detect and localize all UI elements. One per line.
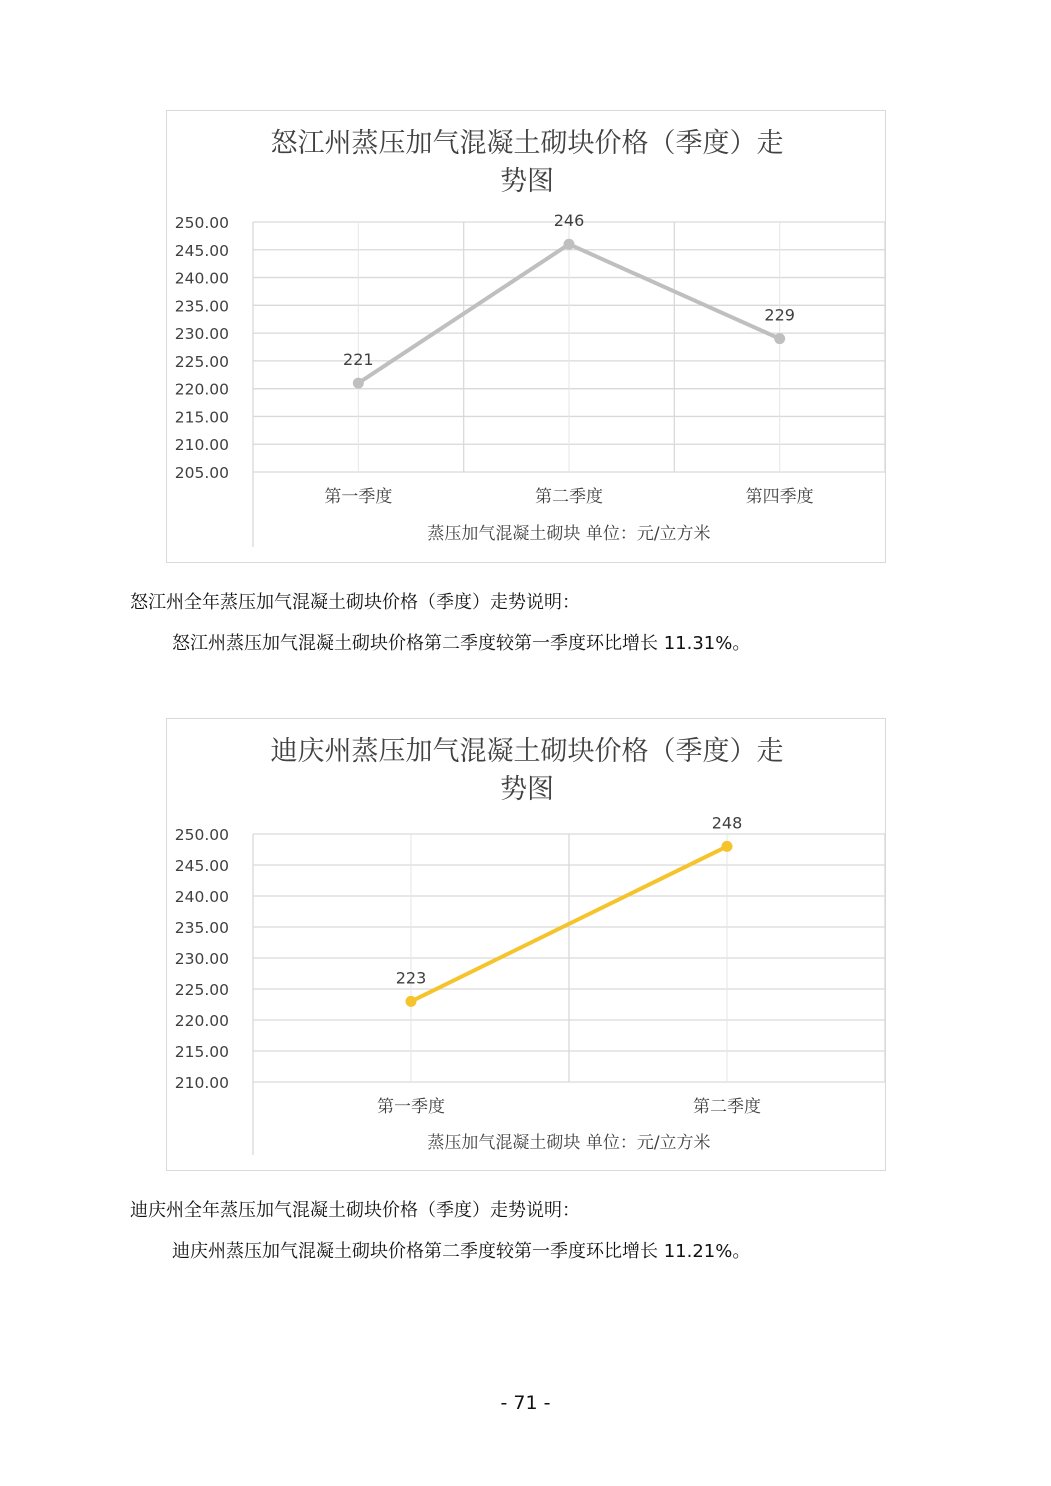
y-tick-label: 205.00 [174, 464, 229, 482]
y-tick-label: 240.00 [174, 888, 229, 906]
y-tick-label: 210.00 [174, 1074, 229, 1092]
x-axis-label: 蒸压加气混凝土砌块 单位：元/立方米 [427, 1133, 711, 1153]
y-tick-label: 230.00 [174, 325, 229, 344]
data-label: 248 [711, 813, 743, 833]
chart-title-line2: 势图 [500, 166, 554, 197]
note-title-nujiang: 怒江州全年蒸压加气混凝土砌块价格（季度）走势说明： [130, 592, 580, 613]
y-tick-label: 225.00 [174, 981, 229, 999]
note-text-nujiang: 怒江州蒸压加气混凝土砌块价格第二季度较第一季度环比增长 11.31%。 [172, 633, 751, 654]
chart-svg-nujiang [167, 111, 887, 564]
y-tick-label: 250.00 [174, 826, 229, 844]
y-tick-label: 220.00 [174, 380, 229, 399]
x-axis-label: 蒸压加气混凝土砌块 单位：元/立方米 [427, 524, 711, 544]
data-point [722, 841, 733, 852]
page-number: - 71 - [500, 1392, 551, 1414]
y-tick-label: 250.00 [174, 214, 229, 232]
data-label: 229 [764, 305, 795, 325]
data-label: 221 [343, 350, 374, 370]
y-tick-label: 235.00 [174, 297, 229, 316]
data-point [406, 996, 417, 1007]
x-tick-label: 第二季度 [693, 1097, 761, 1117]
data-point [353, 378, 364, 389]
x-tick-label: 第四季度 [745, 487, 814, 507]
x-tick-label: 第一季度 [377, 1097, 445, 1117]
x-tick-label: 第一季度 [324, 487, 393, 507]
chart-svg-diqing [167, 719, 887, 1172]
chart-diqing [166, 718, 886, 1171]
y-tick-label: 215.00 [174, 408, 229, 427]
chart-nujiang [166, 110, 886, 563]
data-label: 246 [553, 211, 585, 231]
y-tick-label: 245.00 [174, 241, 229, 260]
chart-title-line2: 势图 [500, 774, 554, 805]
y-tick-label: 240.00 [174, 269, 229, 288]
y-tick-label: 210.00 [174, 436, 229, 455]
chart-title-line1: 怒江州蒸压加气混凝土砌块价格（季度）走 [270, 128, 784, 159]
data-label: 223 [395, 968, 427, 988]
y-tick-label: 215.00 [174, 1043, 229, 1061]
y-tick-label: 245.00 [174, 857, 229, 875]
data-point [774, 333, 785, 344]
y-tick-label: 230.00 [174, 950, 229, 968]
note-text-diqing: 迪庆州蒸压加气混凝土砌块价格第二季度较第一季度环比增长 11.21%。 [172, 1241, 751, 1262]
x-tick-label: 第二季度 [535, 487, 603, 507]
data-point [564, 239, 575, 250]
y-tick-label: 235.00 [174, 919, 229, 937]
note-title-diqing: 迪庆州全年蒸压加气混凝土砌块价格（季度）走势说明： [130, 1200, 580, 1221]
chart-title-line1: 迪庆州蒸压加气混凝土砌块价格（季度）走 [270, 736, 784, 767]
y-tick-label: 220.00 [174, 1012, 229, 1030]
y-tick-label: 225.00 [174, 352, 229, 371]
